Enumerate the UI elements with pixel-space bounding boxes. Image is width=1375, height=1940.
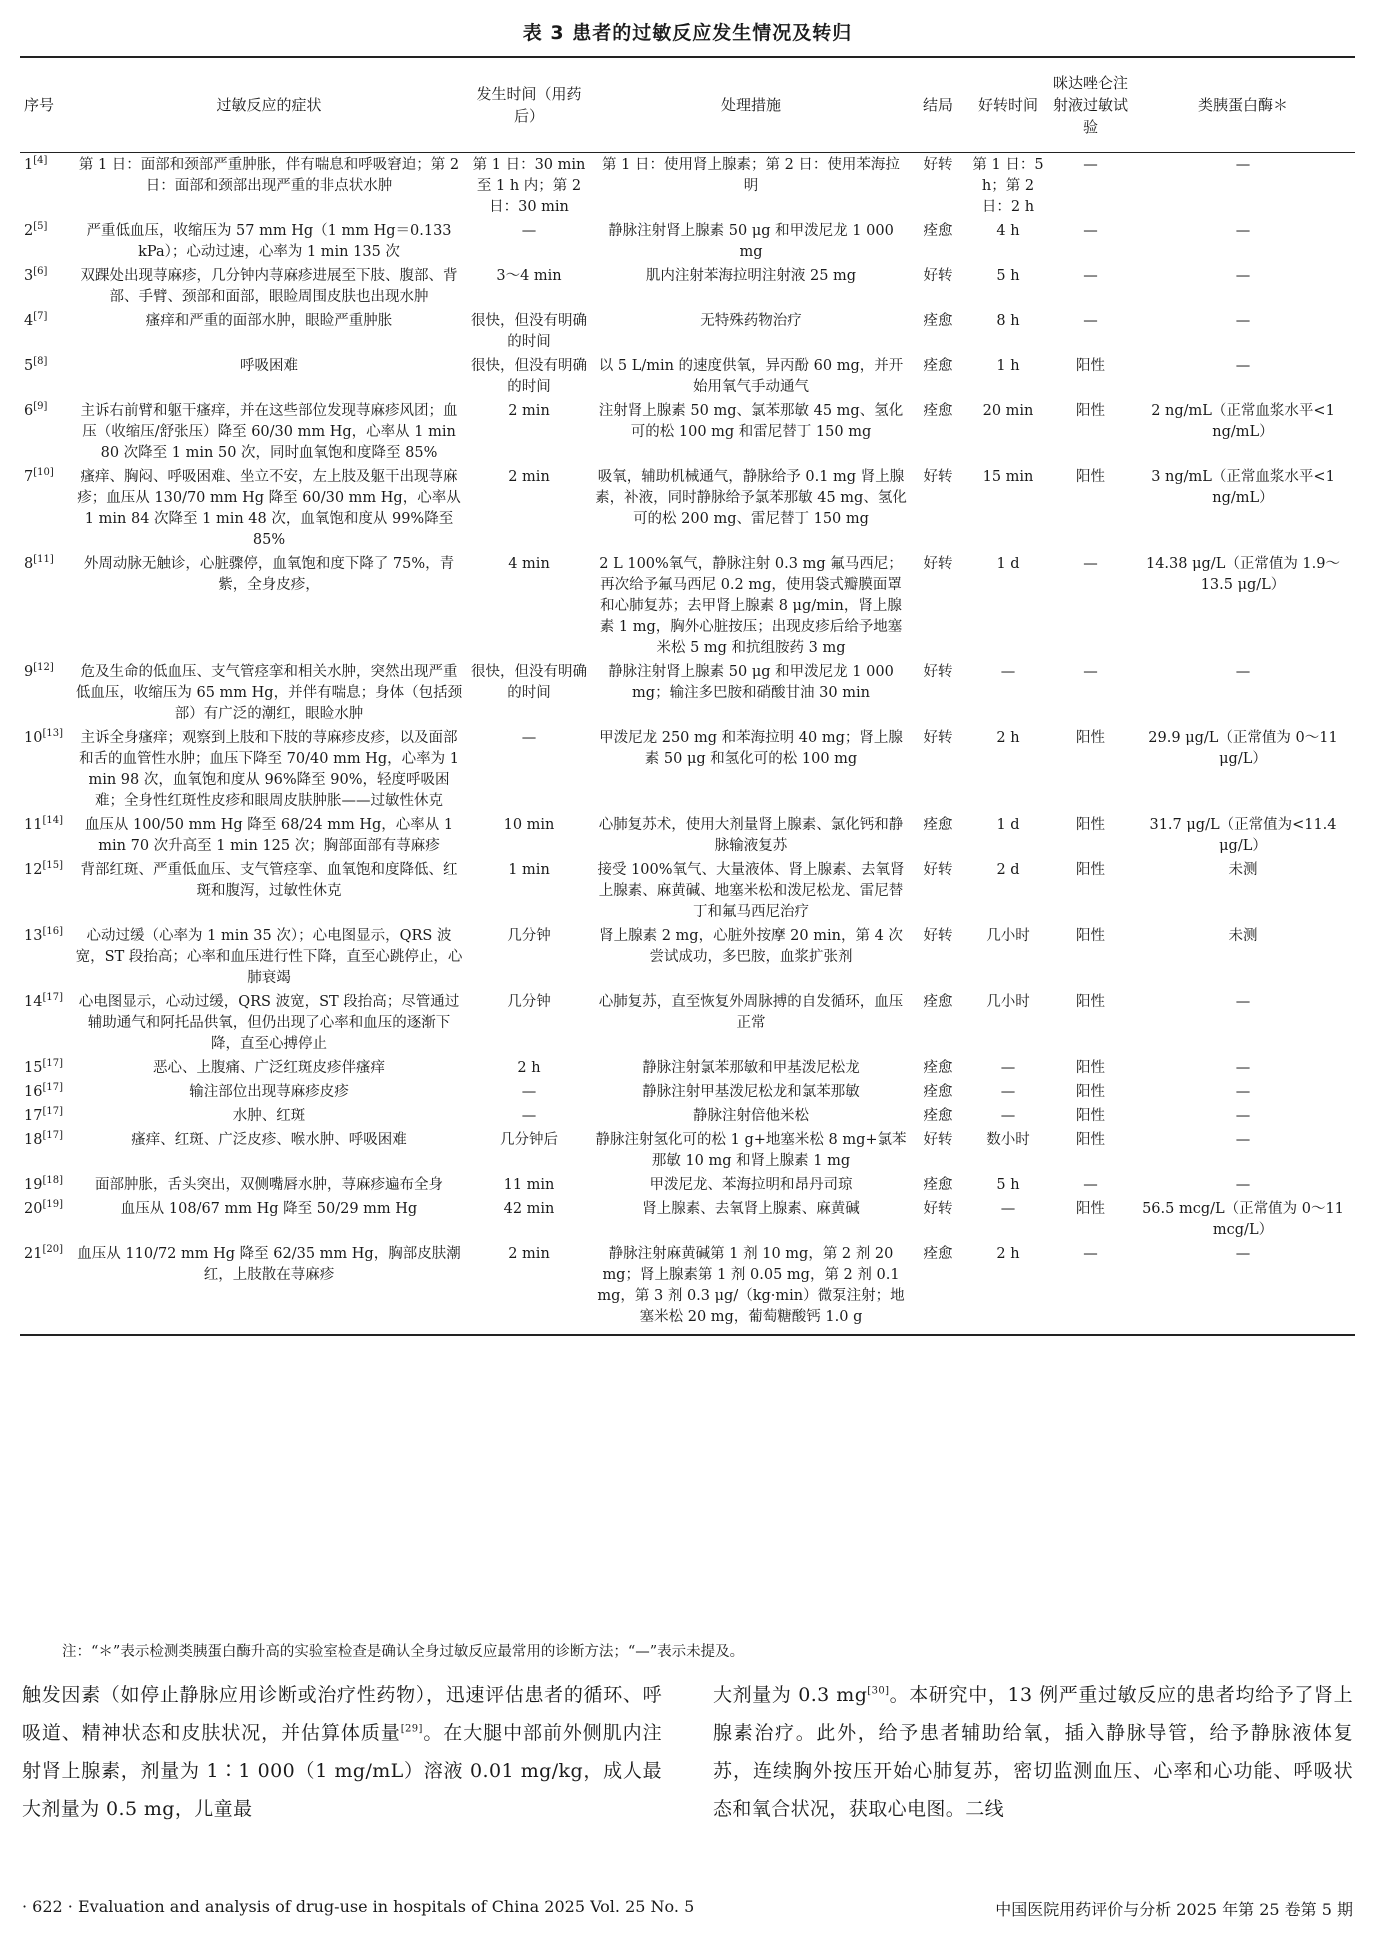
cell-test: 阳性 xyxy=(1076,862,1105,878)
table-row xyxy=(20,1197,1355,1242)
cell-outcome: 好转 xyxy=(923,268,953,284)
cell-time: — xyxy=(521,1108,537,1124)
cell-tryptase: — xyxy=(1235,313,1251,329)
cell-time: 11 min xyxy=(503,1177,555,1193)
cell-outcome: 痊愈 xyxy=(910,1242,966,1335)
cell-test: 阳性 xyxy=(1076,1108,1105,1124)
cell-recovery: 2 d xyxy=(996,862,1020,878)
cell-recovery: 1 d xyxy=(996,817,1020,833)
header-test: 咪达唑仑注射液过敏试验 xyxy=(1050,57,1131,153)
cell-tryptase: 未测 xyxy=(1228,862,1258,878)
cell-outcome: 好转 xyxy=(923,664,953,680)
cell-time: 42 min xyxy=(503,1201,555,1217)
cell-test: — xyxy=(1083,556,1098,572)
cell-test: 阳性 xyxy=(1076,358,1105,374)
table-row xyxy=(20,1242,1355,1335)
cell-time: 几分钟后 xyxy=(500,1132,558,1148)
row-number xyxy=(20,858,72,924)
row-number-value: 4 xyxy=(24,313,34,329)
cell-recovery: — xyxy=(1000,664,1016,680)
cell-tryptase: — xyxy=(1235,1132,1251,1148)
reference-marker: [17] xyxy=(42,992,63,1004)
row-number xyxy=(20,1197,72,1242)
row-number-value: 11 xyxy=(24,817,43,833)
cell-treatment: 无特殊药物治疗 xyxy=(700,313,802,329)
cell-recovery: — xyxy=(1000,1108,1016,1124)
citation-marker: [29] xyxy=(400,1723,423,1735)
cell-symptom: 血压从 108/67 mm Hg 降至 50/29 mm Hg xyxy=(120,1201,418,1217)
table-note: 注：“＊”表示检测类胰蛋白酶升高的实验室检查是确认全身过敏反应最常用的诊断方法；“—”表示未提及。 xyxy=(62,1644,745,1660)
cell-symptom: 第 1 日：面部和颈部严重肿胀，伴有喘息和呼吸窘迫；第 2 日：面部和颈部出现严重的非点状水肿 xyxy=(78,157,460,194)
reference-marker: [18] xyxy=(42,1175,63,1187)
cell-test: — xyxy=(1083,664,1098,680)
cell-tryptase: — xyxy=(1235,358,1251,374)
cell-tryptase: 56.5 mcg/L（正常值为 0～11 mcg/L） xyxy=(1142,1201,1344,1238)
cell-symptom: 血压从 110/72 mm Hg 降至 62/35 mm Hg，胸部皮肤潮红，上肢散在荨麻疹 xyxy=(72,1242,466,1335)
cell-tryptase: 29.9 μg/L（正常值为 0～11 μg/L） xyxy=(1148,730,1338,767)
table-row xyxy=(20,552,1355,660)
cell-recovery: 5 h xyxy=(996,268,1020,284)
cell-treatment: 静脉注射氢化可的松 1 g+地塞米松 8 mg+氯苯那敏 10 mg 和肾上腺素 1 mg xyxy=(595,1132,907,1169)
row-number xyxy=(20,990,72,1056)
table-row xyxy=(20,264,1355,309)
cell-recovery: 8 h xyxy=(996,313,1020,329)
row-number-value: 8 xyxy=(24,556,34,572)
cell-symptom: 心电图显示，心动过缓，QRS 波宽，ST 段抬高；尽管通过辅助通气和阿托品供氧，但仍出现了心率和血压的逐渐下降，直至心搏停止 xyxy=(78,994,460,1052)
cell-time: — xyxy=(521,730,537,746)
cell-outcome: 好转 xyxy=(923,556,953,572)
cell-outcome: 痊愈 xyxy=(923,223,953,239)
body-text-right xyxy=(713,1676,1353,1828)
row-number-value: 12 xyxy=(24,862,43,878)
cell-outcome: 好转 xyxy=(923,862,953,878)
cell-symptom: 双踝处出现荨麻疹，几分钟内荨麻疹进展至下肢、腹部、背部、手臂、颈部和面部，眼睑周围皮肤也出现水肿 xyxy=(80,268,458,305)
header-no: 序号 xyxy=(20,57,72,153)
cell-time: 2 min xyxy=(466,1242,592,1335)
cell-test: — xyxy=(1083,157,1098,173)
row-number-value: 9 xyxy=(24,664,34,680)
table-wrapper xyxy=(20,56,1355,1336)
row-number xyxy=(20,309,72,354)
cell-time: 很快，但没有明确的时间 xyxy=(471,358,587,395)
table-row xyxy=(20,309,1355,354)
cell-symptom: 面部肿胀，舌头突出，双侧嘴唇水肿，荨麻疹遍布全身 xyxy=(95,1177,443,1193)
body-text-left-content: 触发因素（如停止静脉应用诊断或治疗性药物），迅速评估患者的循环、呼吸道、精神状态和皮肤状况，并估算体质量[29]。在大腿中部前外侧肌内注射肾上腺素，剂量为 1∶1 000（1 mg/mL）溶液 0.01 mg/kg，成人最大剂量为 0.5 mg，儿童最 xyxy=(22,1684,662,1820)
cell-recovery: — xyxy=(1000,1084,1016,1100)
cell-tryptase: — xyxy=(1235,1084,1251,1100)
cell-tryptase: 31.7 μg/L（正常值为<11.4 μg/L） xyxy=(1149,817,1337,854)
row-number-value: 14 xyxy=(24,994,43,1010)
cell-symptom: 外周动脉无触诊，心脏骤停，血氧饱和度下降了 75%，青紫，全身皮疹， xyxy=(83,556,455,593)
table-row xyxy=(20,1128,1355,1173)
cell-time: 几分钟 xyxy=(507,928,551,944)
table-row xyxy=(20,153,1355,220)
body-text-left xyxy=(22,1676,662,1828)
table-row xyxy=(20,465,1355,552)
footer-journal-cn: 中国医院用药评价与分析 2025 年第 25 卷第 5 期 xyxy=(995,1900,1353,1919)
row-number xyxy=(20,399,72,465)
cell-outcome: 好转 xyxy=(923,1132,953,1148)
row-number-value: 7 xyxy=(24,469,34,485)
row-number-value: 18 xyxy=(24,1132,43,1148)
header-symptom: 过敏反应的症状 xyxy=(72,57,466,153)
allergy-table xyxy=(20,56,1355,1336)
cell-test: — xyxy=(1083,268,1098,284)
cell-tryptase: 未测 xyxy=(1228,928,1258,944)
cell-test: 阳性 xyxy=(1076,730,1105,746)
row-number-value: 13 xyxy=(24,928,43,944)
cell-time: 很快，但没有明确的时间 xyxy=(471,313,587,350)
cell-treatment: 静脉注射麻黄碱第 1 剂 10 mg，第 2 剂 20 mg；肾上腺素第 1 剂 0.05 mg，第 2 剂 0.1 mg，第 3 剂 0.3 μg/（kg·min）微泵注射；地塞米松 20 mg，葡萄糖酸钙 1.0 g xyxy=(592,1242,910,1335)
header-recovery: 好转时间 xyxy=(966,57,1050,153)
row-number-value: 2 xyxy=(24,223,34,239)
row-number-value: 5 xyxy=(24,358,34,374)
cell-treatment: 吸氧，辅助机械通气，静脉给予 0.1 mg 肾上腺素，补液，同时静脉给予氯苯那敏 45 mg、氢化可的松 200 mg、雷尼替丁 150 mg xyxy=(595,469,907,527)
table-body xyxy=(20,153,1355,1336)
footer-journal-en: · 622 · Evaluation and analysis of drug-use in hospitals of China 2025 Vol. 25 No. 5 xyxy=(22,1897,695,1916)
cell-treatment: 心肺复苏，直至恢复外周脉搏的自发循环，血压正常 xyxy=(598,994,904,1031)
cell-test: 阳性 xyxy=(1076,403,1105,419)
reference-marker: [14] xyxy=(42,815,63,827)
row-number-value: 19 xyxy=(24,1177,43,1193)
row-number-value: 1 xyxy=(24,157,34,173)
table-row xyxy=(20,1104,1355,1128)
cell-treatment: 静脉注射肾上腺素 50 μg 和甲泼尼龙 1 000 mg xyxy=(608,223,894,260)
header-time: 发生时间（用药后） xyxy=(466,57,592,153)
cell-treatment: 2 L 100%氧气，静脉注射 0.3 mg 氟马西尼；再次给予氟马西尼 0.2 mg，使用袋式瓣膜面罩和心肺复苏；去甲肾上腺素 8 μg/min，肾上腺素 1 mg，胸外心脏按压；出现皮疹后给予地塞米松 5 mg 和抗组胺药 3 mg xyxy=(599,556,903,656)
table-row xyxy=(20,813,1355,858)
cell-time: 很快，但没有明确的时间 xyxy=(471,664,587,701)
cell-symptom: 心动过缓（心率为 1 min 35 次）；心电图显示，QRS 波宽，ST 段抬高；心率和血压进行性下降，直至心跳停止，心肺衰竭 xyxy=(75,928,463,986)
cell-symptom: 输注部位出现荨麻疹皮疹 xyxy=(189,1084,349,1100)
row-number xyxy=(20,1080,72,1104)
row-number xyxy=(20,219,72,264)
cell-treatment: 甲泼尼龙 250 mg 和苯海拉明 40 mg；肾上腺素 50 μg 和氢化可的松 100 mg xyxy=(599,730,903,767)
cell-outcome: 痊愈 xyxy=(923,1060,953,1076)
cell-symptom: 瘙痒、红斑、广泛皮疹、喉水肿、呼吸困难 xyxy=(131,1132,407,1148)
cell-treatment: 心肺复苏术，使用大剂量肾上腺素、氯化钙和静脉输液复苏 xyxy=(598,817,904,854)
reference-marker: [15] xyxy=(42,860,63,872)
cell-treatment: 静脉注射肾上腺素 50 μg 和甲泼尼龙 1 000 mg；输注多巴胺和硝酸甘油 30 min xyxy=(608,664,894,701)
cell-symptom: 恶心、上腹痛、广泛红斑皮疹伴瘙痒 xyxy=(153,1060,385,1076)
reference-marker: [20] xyxy=(42,1244,63,1256)
cell-symptom: 主诉全身瘙痒；观察到上肢和下肢的荨麻疹皮疹，以及面部和舌的血管性水肿；血压下降至 70/40 mm Hg，心率为 1 min 98 次，血氧饱和度从 96%降至 90%，轻度呼吸困难；全身性红斑性皮疹和眼周皮肤肿胀——过敏性休克 xyxy=(79,730,459,809)
cell-treatment: 甲泼尼龙、苯海拉明和昂丹司琼 xyxy=(649,1177,853,1193)
cell-test: 阳性 xyxy=(1076,1084,1105,1100)
cell-outcome: 痊愈 xyxy=(923,403,953,419)
reference-marker: [17] xyxy=(42,1082,63,1094)
cell-recovery: 15 min xyxy=(982,469,1034,485)
cell-recovery: — xyxy=(1000,1201,1016,1217)
cell-time: 1 min xyxy=(508,862,550,878)
cell-test: 阳性 xyxy=(1076,994,1105,1010)
cell-treatment: 以 5 L/min 的速度供氧，异丙酚 60 mg，并开始用氧气手动通气 xyxy=(598,358,904,395)
cell-symptom: 血压从 100/50 mm Hg 降至 68/24 mm Hg，心率从 1 min 70 次升高至 1 min 125 次；胸部面部有荨麻疹 xyxy=(84,817,454,854)
cell-time: 2 h xyxy=(517,1060,541,1076)
table-header xyxy=(20,57,1355,153)
cell-tryptase: — xyxy=(1235,1108,1251,1124)
cell-time: 2 min xyxy=(508,403,550,419)
cell-time: 第 1 日：30 min 至 1 h 内；第 2 日：30 min xyxy=(472,157,586,215)
header-tryptase: 类胰蛋白酶＊ xyxy=(1131,57,1355,153)
cell-time: 3～4 min xyxy=(496,268,562,284)
cell-recovery: 几小时 xyxy=(986,928,1030,944)
table-row xyxy=(20,219,1355,264)
cell-recovery: 几小时 xyxy=(986,994,1030,1010)
row-number-value: 20 xyxy=(24,1201,43,1217)
cell-time: — xyxy=(521,1084,537,1100)
row-number xyxy=(20,924,72,990)
cell-recovery: 1 d xyxy=(996,556,1020,572)
citation-marker: [30] xyxy=(867,1685,890,1697)
row-number-value: 16 xyxy=(24,1084,43,1100)
table-row xyxy=(20,354,1355,399)
reference-marker: [9] xyxy=(33,401,48,413)
cell-symptom: 主诉右前臂和躯干瘙痒，并在这些部位发现荨麻疹风团；血压（收缩压/舒张压）降至 60/30 mm Hg，心率从 1 min 80 次降至 1 min 50 次，同时血氧饱和度降至 85% xyxy=(80,403,458,461)
reference-marker: [16] xyxy=(42,926,63,938)
cell-outcome: 痊愈 xyxy=(923,1177,953,1193)
cell-recovery: 20 min xyxy=(982,403,1034,419)
cell-tryptase: 3 ng/mL（正常血浆水平<1 ng/mL） xyxy=(1151,469,1335,506)
cell-outcome: 好转 xyxy=(923,730,953,746)
cell-treatment: 静脉注射甲基泼尼松龙和氯苯那敏 xyxy=(642,1084,860,1100)
header-treatment: 处理措施 xyxy=(592,57,910,153)
reference-marker: [12] xyxy=(33,662,54,674)
reference-marker: [17] xyxy=(42,1130,63,1142)
row-number-value: 17 xyxy=(24,1108,43,1124)
cell-test: 阳性 xyxy=(1076,817,1105,833)
cell-outcome: 好转 xyxy=(923,1201,953,1217)
cell-test: — xyxy=(1083,1177,1098,1193)
table-row xyxy=(20,1173,1355,1197)
reference-marker: [17] xyxy=(42,1058,63,1070)
cell-time: 10 min xyxy=(503,817,555,833)
cell-test: 阳性 xyxy=(1076,469,1105,485)
cell-tryptase: — xyxy=(1235,1060,1251,1076)
reference-marker: [19] xyxy=(42,1199,63,1211)
body-text-right-content: 大剂量为 0.3 mg[30]。本研究中，13 例严重过敏反应的患者均给予了肾上腺素治疗。此外，给予患者辅助给氧，插入静脉导管，给予静脉液体复苏，连续胸外按压开始心肺复苏，密切监测血压、心率和心功能、呼吸状态和氧合状况，获取心电图。二线 xyxy=(713,1684,1354,1820)
cell-time: 2 min xyxy=(508,469,550,485)
reference-marker: [11] xyxy=(33,554,54,566)
cell-test: 阳性 xyxy=(1076,928,1105,944)
cell-outcome: 痊愈 xyxy=(923,358,953,374)
cell-outcome: 好转 xyxy=(923,157,953,173)
cell-symptom: 瘙痒、胸闷、呼吸困难、坐立不安，左上肢及躯干出现荨麻疹；血压从 130/70 mm Hg 降至 60/30 mm Hg，心率从 1 min 84 次降至 1 min 48 次，血氧饱和度从 99%降至 85% xyxy=(77,469,461,548)
table-row xyxy=(20,1056,1355,1080)
cell-outcome: 痊愈 xyxy=(923,1108,953,1124)
cell-tryptase: 2 ng/mL（正常血浆水平<1 ng/mL） xyxy=(1151,403,1335,440)
cell-recovery: 4 h xyxy=(996,223,1020,239)
cell-recovery: 2 h xyxy=(996,730,1020,746)
cell-time: — xyxy=(521,223,537,239)
row-number-value: 3 xyxy=(24,268,34,284)
cell-test: — xyxy=(1050,1242,1131,1335)
cell-time: 4 min xyxy=(508,556,550,572)
cell-outcome: 好转 xyxy=(923,469,953,485)
cell-treatment: 肾上腺素 2 mg，心脏外按摩 20 min，第 4 次尝试成功，多巴胺，血浆扩张剂 xyxy=(599,928,903,965)
reference-marker: [8] xyxy=(33,356,48,368)
cell-tryptase: — xyxy=(1235,223,1251,239)
table-row xyxy=(20,990,1355,1056)
reference-marker: [7] xyxy=(33,311,48,323)
cell-treatment: 静脉注射倍他米松 xyxy=(693,1108,809,1124)
row-number xyxy=(20,1173,72,1197)
cell-test: 阳性 xyxy=(1076,1060,1105,1076)
cell-treatment: 第 1 日：使用肾上腺素；第 2 日：使用苯海拉明 xyxy=(602,157,900,194)
table-row xyxy=(20,924,1355,990)
reference-marker: [4] xyxy=(33,155,48,167)
cell-test: 阳性 xyxy=(1076,1201,1105,1217)
cell-recovery: — xyxy=(1000,1060,1016,1076)
table-row xyxy=(20,1080,1355,1104)
row-number xyxy=(20,1128,72,1173)
cell-treatment: 注射肾上腺素 50 mg、氯苯那敏 45 mg、氢化可的松 100 mg 和雷尼替丁 150 mg xyxy=(598,403,904,440)
row-number-value: 21 xyxy=(24,1246,43,1262)
cell-outcome: 痊愈 xyxy=(923,313,953,329)
cell-symptom: 背部红斑、严重低血压、支气管痉挛、血氧饱和度降低、红斑和腹泻，过敏性休克 xyxy=(80,862,458,899)
cell-outcome: 好转 xyxy=(923,928,953,944)
cell-tryptase: — xyxy=(1235,664,1251,680)
cell-outcome: 痊愈 xyxy=(923,994,953,1010)
cell-tryptase: 14.38 μg/L（正常值为 1.9～13.5 μg/L） xyxy=(1145,556,1340,593)
row-number xyxy=(20,264,72,309)
row-number xyxy=(20,1104,72,1128)
row-number-value: 15 xyxy=(24,1060,43,1076)
reference-marker: [17] xyxy=(42,1106,63,1118)
cell-symptom: 水肿、红斑 xyxy=(232,1108,306,1124)
cell-tryptase: — xyxy=(1235,157,1251,173)
cell-tryptase: — xyxy=(1235,1177,1251,1193)
row-number xyxy=(20,354,72,399)
reference-marker: [10] xyxy=(33,467,54,479)
cell-test: — xyxy=(1083,223,1098,239)
cell-treatment: 肾上腺素、去氧肾上腺素、麻黄碱 xyxy=(642,1201,860,1217)
cell-recovery: 数小时 xyxy=(986,1132,1030,1148)
cell-outcome: 痊愈 xyxy=(923,1084,953,1100)
row-number xyxy=(20,726,72,813)
cell-recovery: 5 h xyxy=(996,1177,1020,1193)
table-row xyxy=(20,399,1355,465)
cell-treatment: 接受 100%氧气、大量液体、肾上腺素、去氧肾上腺素、麻黄碱、地塞米松和泼尼松龙、雷尼替丁和氟马西尼治疗 xyxy=(597,862,905,920)
reference-marker: [13] xyxy=(42,728,63,740)
cell-symptom: 瘙痒和严重的面部水肿，眼睑严重肿胀 xyxy=(145,313,393,329)
table-row xyxy=(20,858,1355,924)
reference-marker: [6] xyxy=(33,266,48,278)
cell-recovery: 第 1 日：5 h；第 2 日：2 h xyxy=(972,157,1044,215)
row-number xyxy=(20,1056,72,1080)
cell-test: — xyxy=(1083,313,1098,329)
header-outcome: 结局 xyxy=(910,57,966,153)
row-number xyxy=(20,660,72,726)
cell-test: 阳性 xyxy=(1076,1132,1105,1148)
row-number xyxy=(20,465,72,552)
cell-treatment: 肌内注射苯海拉明注射液 25 mg xyxy=(645,268,857,284)
cell-recovery: 1 h xyxy=(996,358,1020,374)
row-number xyxy=(20,153,72,220)
cell-symptom: 呼吸困难 xyxy=(240,358,298,374)
cell-time: 几分钟 xyxy=(507,994,551,1010)
table-row xyxy=(20,726,1355,813)
cell-outcome: 痊愈 xyxy=(923,817,953,833)
row-number xyxy=(20,1242,72,1335)
row-number-value: 6 xyxy=(24,403,34,419)
table-row xyxy=(20,660,1355,726)
row-number xyxy=(20,552,72,660)
row-number xyxy=(20,813,72,858)
cell-tryptase: — xyxy=(1235,268,1251,284)
cell-tryptase: — xyxy=(1235,994,1251,1010)
cell-treatment: 静脉注射氯苯那敏和甲基泼尼松龙 xyxy=(642,1060,860,1076)
cell-symptom: 危及生命的低血压、支气管痉挛和相关水肿，突然出现严重低血压，收缩压为 65 mm Hg，并伴有喘息；身体（包括颈部）有广泛的潮红，眼睑水肿 xyxy=(75,664,463,722)
table-caption: 表 3 患者的过敏反应发生情况及转归 xyxy=(522,22,853,44)
row-number-value: 10 xyxy=(24,730,43,746)
cell-recovery: 2 h xyxy=(966,1242,1050,1335)
cell-symptom: 严重低血压，收缩压为 57 mm Hg（1 mm Hg＝0.133 kPa）；心动过速，心率为 1 min 135 次 xyxy=(86,223,452,260)
cell-tryptase: — xyxy=(1131,1242,1355,1335)
reference-marker: [5] xyxy=(33,221,48,233)
